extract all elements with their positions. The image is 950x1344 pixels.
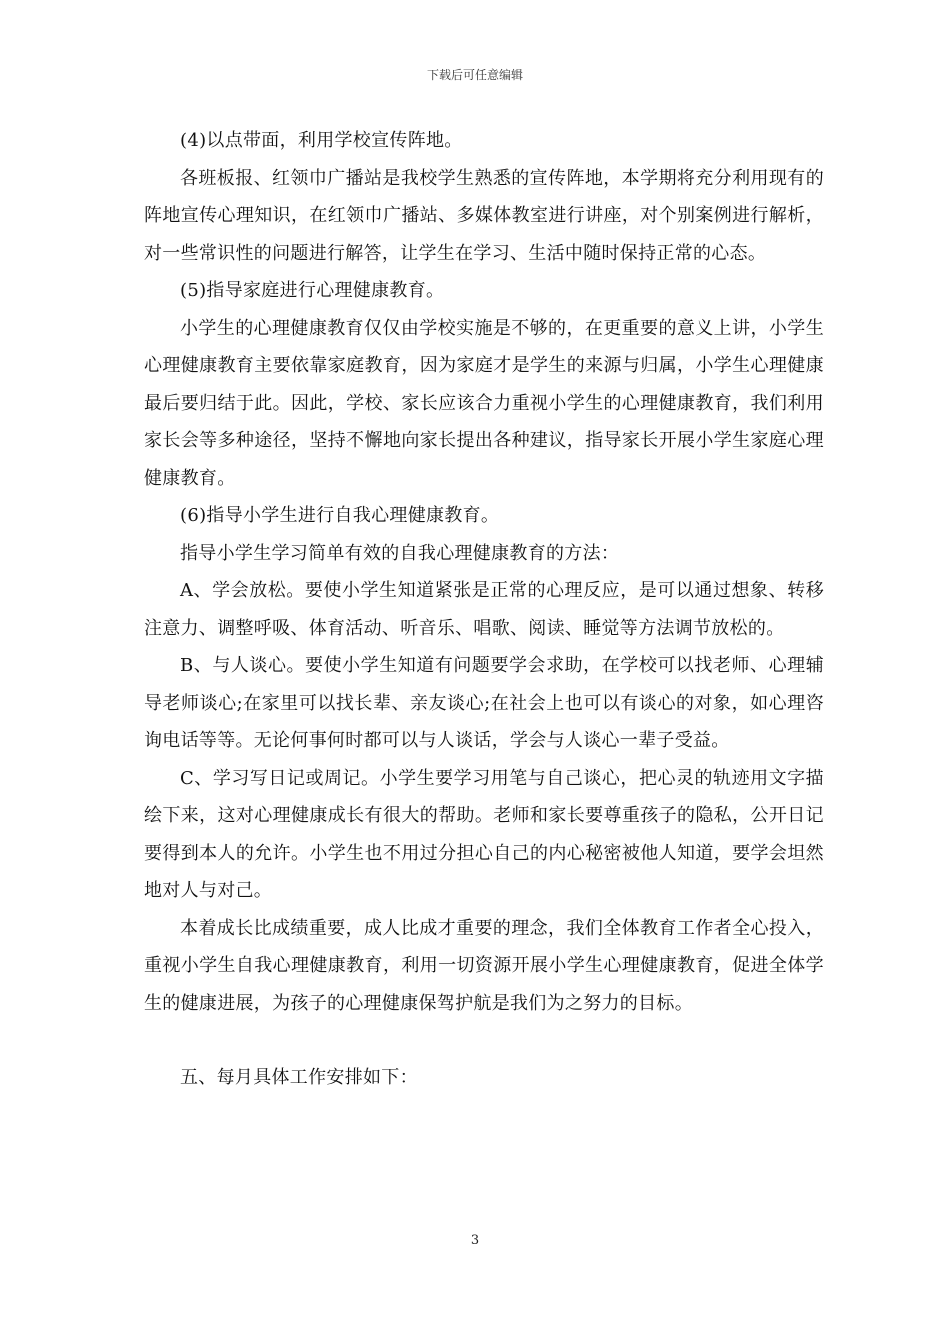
- paragraph-methods-intro: 指导小学生学习简单有效的自我心理健康教育的方法：: [180, 542, 620, 564]
- paragraph-family-education: 小学生的心理健康教育仅仅由学校实施是不够的，在更重要的意义上讲，小学生心理健康教育主要依靠家庭教育，因为家庭才是学生的来源与归属，小学生心理健康最后要归结于此。因此，学校、家长应该合力重视小学生的心理健康教育，我们利用家长会等多种途径，坚持不懈地向家长提出各种建议，指导家长开展小学生家庭心理健康教育。: [144, 317, 824, 489]
- page-number: 3: [470, 1233, 480, 1248]
- paragraph-method-a: A、学会放松。要使小学生知道紧张是正常的心理反应，是可以通过想象、转移注意力、调整呼吸、体育活动、听音乐、唱歌、阅读、睡觉等方法调节放松的。: [144, 580, 824, 639]
- paragraph-method-b: B、与人谈心。要使小学生知道有问题要学会求助，在学校可以找老师、心理辅导老师谈心;在家里可以找长辈、亲友谈心;在社会上也可以有谈心的对象，如心理咨询电话等等。无论何事何时都可以与人谈话，学会与人谈心一辈子受益。: [144, 655, 824, 751]
- section-heading-monthly-plan: 五、每月具体工作安排如下：: [180, 1067, 418, 1088]
- paragraph-conclusion: 本着成长比成绩重要，成人比成才重要的理念，我们全体教育工作者全心投入，重视小学生自我心理健康教育，利用一切资源开展小学生心理健康教育，促进全体学生的健康进展，为孩子的心理健康保驾护航是我们为之努力的目标。: [144, 917, 824, 1014]
- paragraph-heading-6: (6)指导小学生进行自我心理健康教育。: [180, 505, 500, 526]
- page-header: 下载后可任意编辑: [426, 68, 523, 82]
- paragraph-method-c: C、学习写日记或周记。小学生要学习用笔与自己谈心，把心灵的轨迹用文字描绘下来，这对心理健康成长有很大的帮助。老师和家长要尊重孩子的隐私，公开日记要得到本人的允许。小学生也不用过分担心自己的内心秘密被他人知道，要学会坦然地对人与对己。: [144, 767, 824, 901]
- paragraph-heading-5: (5)指导家庭进行心理健康教育。: [180, 280, 445, 301]
- section-spacer: [144, 1022, 824, 1059]
- paragraph-publicity: 各班板报、红领巾广播站是我校学生熟悉的宣传阵地，本学期将充分利用现有的阵地宣传心理知识，在红领巾广播站、多媒体教室进行讲座，对个别案例进行解析，对一些常识性的问题进行解答，让学生在学习、生活中随时保持正常的心态。: [144, 167, 824, 264]
- document-body: [144, 122, 824, 1097]
- paragraph-heading-4: (4)以点带面，利用学校宣传阵地。: [180, 130, 463, 151]
